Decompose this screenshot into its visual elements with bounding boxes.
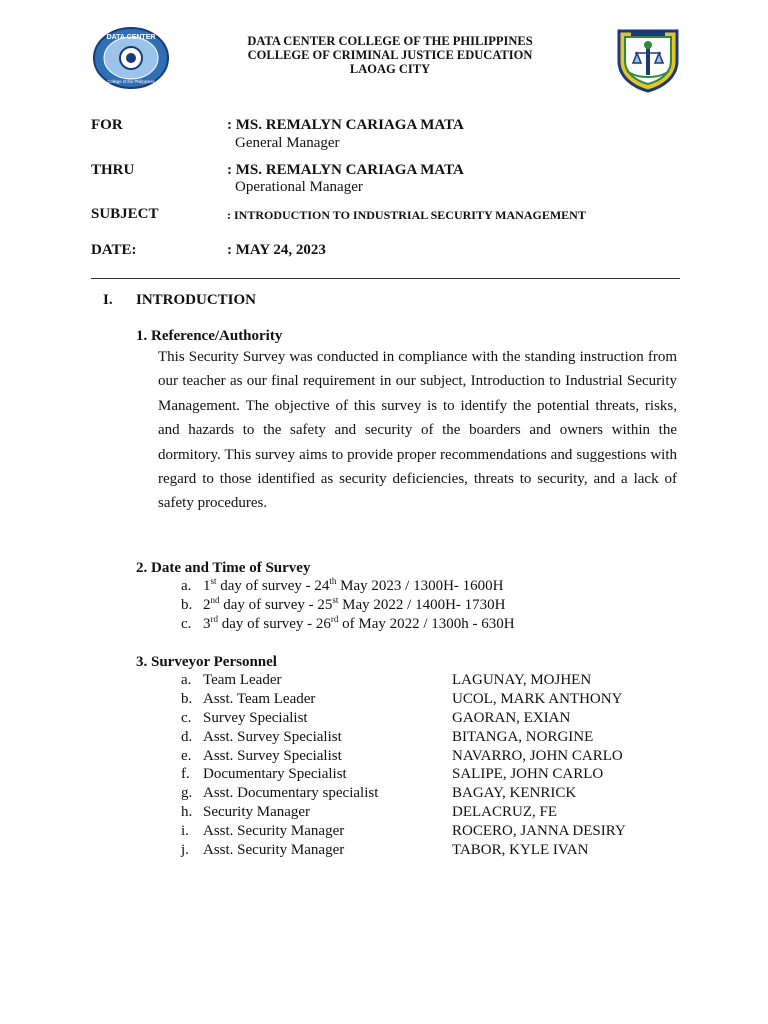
memo-thru-title: Operational Manager — [235, 179, 363, 195]
personnel-name: UCOL, MARK ANTHONY — [452, 691, 623, 707]
memo-thru-value: : MS. REMALYN CARIAGA MATA — [227, 162, 464, 178]
header-line-department: COLLEGE OF CRIMINAL JUSTICE EDUCATION — [247, 48, 533, 62]
memo-date-value: : MAY 24, 2023 — [227, 242, 326, 258]
memo-date-label: DATE: — [91, 242, 137, 258]
personnel-name: BAGAY, KENRICK — [452, 785, 577, 801]
header-line-college: DATA CENTER COLLEGE OF THE PHILIPPINES — [247, 34, 533, 48]
subsection-date-time-heading: 2. Date and Time of Survey — [136, 560, 311, 576]
reference-paragraph: This Security Survey was conducted in compliance with the standing instruction from our teacher as our final requirement in our subject, Introduction to Industrial Security Management. The objective of this survey is to identify the potential threats, risks, and hazards to the safety and security of the boarders and owners within the dormitory. This survey aims to provide proper recommendations and suggestions with regard to those identified as security deficiencies, threats to security, and a lack of safety procedures. — [158, 349, 677, 512]
personnel-name: TABOR, KYLE IVAN — [452, 842, 589, 858]
subsection-personnel-heading: 3. Surveyor Personnel — [136, 654, 277, 670]
header-line-city: LAOAG CITY — [349, 62, 431, 76]
section-title: INTRODUCTION — [136, 292, 257, 308]
section-number: I. — [103, 292, 113, 308]
institution-header — [0, 34, 768, 76]
memo-for-value: : MS. REMALYN CARIAGA MATA — [227, 117, 464, 133]
personnel-name: LAGUNAY, MOJHEN — [452, 672, 592, 688]
personnel-name: BITANGA, NORGINE — [452, 729, 594, 745]
logo-bottom-text: College of the Philippines — [107, 79, 155, 84]
personnel-name: ROCERO, JANNA DESIRY — [452, 823, 626, 839]
document-page: DATA CENTER College of the Philippines DATA CENTER COLLEGE OF THE PHILIPPINES COLLEGE OF CRIMINAL JUSTICE EDUCATION LAOAG CITY FOR : MS. REMALYN CARIAGA MATA General Manager THRU : MS. REMALYN CARIAGA MATA Operational Manager SUBJECT : INTRODUCTION TO INDUSTRIAL SECURITY MANAGEMENT DATE: : MAY 24, 2023 I. INTRODUCTION 1. Reference/Authority This Security Survey was conducted in compliance with the standing instruction from our teacher as our final requirement in our subject, Introduction to Industrial Security Management. The objective of this survey is to identify the potential threats, risks, and hazards to the safety and security of the boarders and owners within the dormitory. This survey aims to provide proper recommendations and suggestions with regard to those identified as security deficiencies, threats to security, and a lack of safety procedures. 2. Date and Time of Survey a. 1st day of survey - 24th May 2023 / 1300H- 1600H b. 2nd day of survey - 25st May 2022 / 1400H- 1730H c. 3rd day of survey - 26rd of May 2022 / 1300h - 630H 3. Surveyor Personnel a. Team Leader LAGUNAY, MOJHEN b. Asst. Team Leader UCOL, MARK ANTHONY c. Survey Specialist GAORAN, EXIAN d. Asst. Survey Specialist BITANGA, NORGINE e. Asst. Survey Specialist NAVARRO, JOHN CARLO f. Documentary Specialist SALIPE, JOHN CARLO g. Asst. Documentary specialist BAGAY, KENRICK h. Security Manager DELACRUZ, FE i. Asst. Security Manager ROCERO, JANNA DESIRY j. Asst. Security Manager TABOR, KYLE IVAN — [0, 0, 768, 1024]
header-divider — [91, 278, 680, 279]
personnel-name: SALIPE, JOHN CARLO — [452, 766, 604, 782]
memo-for-title: General Manager — [235, 135, 340, 151]
personnel-name: NAVARRO, JOHN CARLO — [452, 748, 623, 764]
memo-subject-label: SUBJECT — [91, 206, 159, 222]
personnel-name: DELACRUZ, FE — [452, 804, 557, 820]
memo-for-label: FOR — [91, 117, 123, 133]
memo-thru-label: THRU — [91, 162, 135, 178]
logo-top-text: DATA CENTER — [106, 34, 156, 41]
personnel-name: GAORAN, EXIAN — [452, 710, 571, 726]
subsection-reference-heading: 1. Reference/Authority — [136, 328, 283, 344]
memo-subject-value: : INTRODUCTION TO INDUSTRIAL SECURITY MANAGEMENT — [227, 208, 586, 222]
